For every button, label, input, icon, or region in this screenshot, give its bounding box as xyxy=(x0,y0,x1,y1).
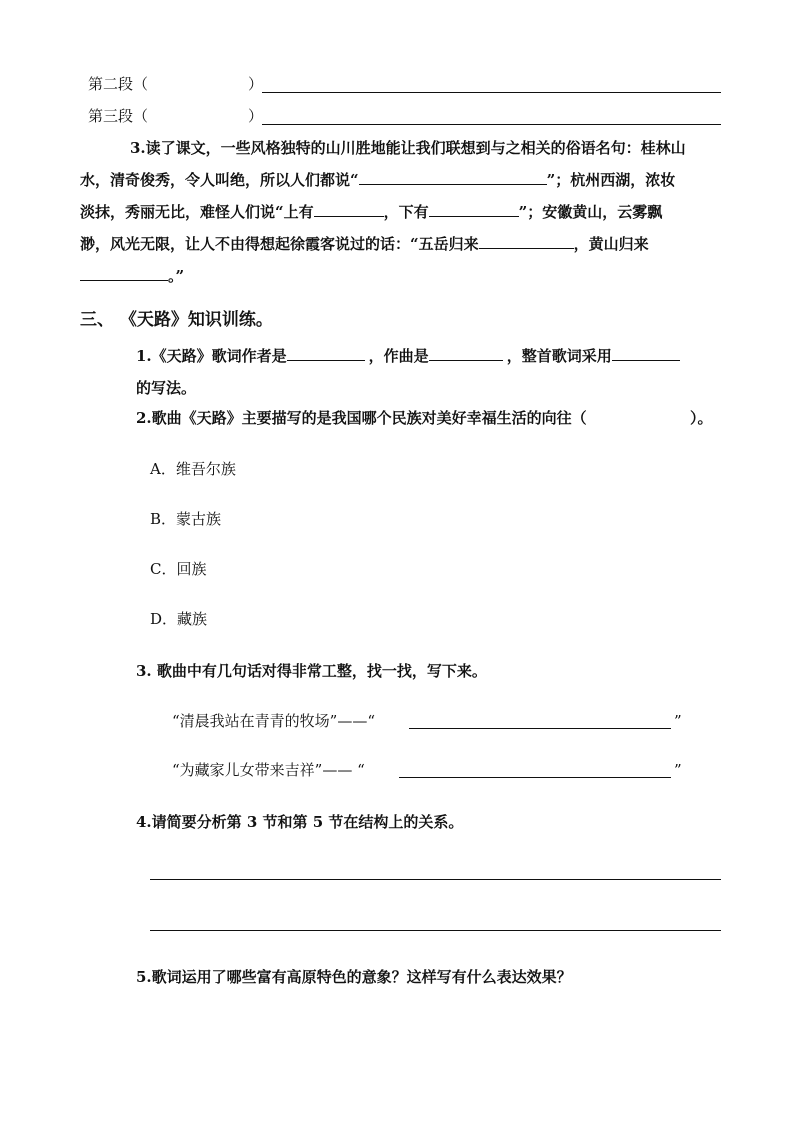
q5-text: 5.歌词运用了哪些富有高原特色的意象？这样写有什么表达效果？ xyxy=(136,968,572,986)
proverb-text: 淡抹，秀丽无比，难怪人们说“上有 xyxy=(80,203,314,221)
q1-text: 1.《天路》歌词作者是 xyxy=(136,347,287,365)
couplet-1-answer-line[interactable] xyxy=(409,728,671,729)
option-b[interactable]: B．蒙古族 xyxy=(150,510,222,528)
lyricist-blank[interactable] xyxy=(287,346,365,361)
proverb-text: 。” xyxy=(168,267,185,285)
segment-2-label: 第二段（ xyxy=(88,75,149,93)
couplet-2-end: ” xyxy=(674,761,682,779)
earth-blank[interactable] xyxy=(429,202,519,217)
proverb-text: ，下有 xyxy=(383,203,429,221)
proverb-text: ”；安徽黄山，云雾飘 xyxy=(518,203,663,221)
proverb-text: ，黄山归来 xyxy=(573,235,649,253)
wuyue-blank[interactable] xyxy=(479,234,574,249)
couplet-1-end: ” xyxy=(674,712,682,730)
q1-text: ，作曲是 xyxy=(368,347,429,365)
proverb-question-line-1: 3.读了课文，一些风格独特的山川胜地能让我们联想到与之相关的俗语名句：桂林山 xyxy=(130,139,686,157)
segment-3-label: 第三段（ xyxy=(88,107,149,125)
proverb-question-line-4 xyxy=(80,234,649,254)
section-3-heading: 三、 《天路》知识训练。 xyxy=(80,310,273,330)
huangshan-blank[interactable] xyxy=(80,266,168,281)
proverb-text: 渺，风光无限，让人不由得想起徐霞客说过的话：“五岳归来 xyxy=(80,235,479,253)
q4-answer-line-2[interactable] xyxy=(150,930,721,931)
technique-blank[interactable] xyxy=(612,346,680,361)
q2-close: ）。 xyxy=(690,409,713,427)
proverb-text: 水，清奇俊秀，令人叫绝，所以人们都说“ xyxy=(80,171,359,189)
heaven-blank[interactable] xyxy=(314,202,384,217)
option-d[interactable]: D．藏族 xyxy=(150,610,208,628)
couplet-1-prompt: “清晨我站在青青的牧场”——“ xyxy=(172,712,376,730)
q4-answer-line-1[interactable] xyxy=(150,879,721,880)
proverb-question-line-2 xyxy=(80,170,675,190)
proverb-text: ”；杭州西湖，浓妆 xyxy=(546,171,676,189)
couplet-2-answer-line[interactable] xyxy=(399,777,671,778)
segment-2-answer-line[interactable] xyxy=(262,92,721,93)
couplet-2-prompt: “为藏家儿女带来吉祥”—— “ xyxy=(172,761,365,779)
option-c[interactable]: C．回族 xyxy=(150,560,207,578)
guilin-blank[interactable] xyxy=(359,170,547,185)
q1-text: ，整首歌词采用 xyxy=(506,347,612,365)
q4-text: 4.请简要分析第 3 节和第 5 节在结构上的关系。 xyxy=(136,813,464,831)
q2-text: 2.歌曲《天路》主要描写的是我国哪个民族对美好幸福生活的向往（ xyxy=(136,409,587,427)
proverb-question-line-3 xyxy=(80,202,662,222)
segment-3-close: ） xyxy=(248,107,264,125)
segment-3-answer-line[interactable] xyxy=(262,124,721,125)
segment-2-close: ） xyxy=(248,75,264,93)
q1-line xyxy=(136,346,680,366)
q1-line-2: 的写法。 xyxy=(136,379,197,397)
q3-text: 3. 歌曲中有几句话对得非常工整，找一找，写下来。 xyxy=(136,662,487,680)
proverb-question-line-5 xyxy=(80,266,184,286)
composer-blank[interactable] xyxy=(429,346,503,361)
option-a[interactable]: A．维吾尔族 xyxy=(150,460,236,478)
